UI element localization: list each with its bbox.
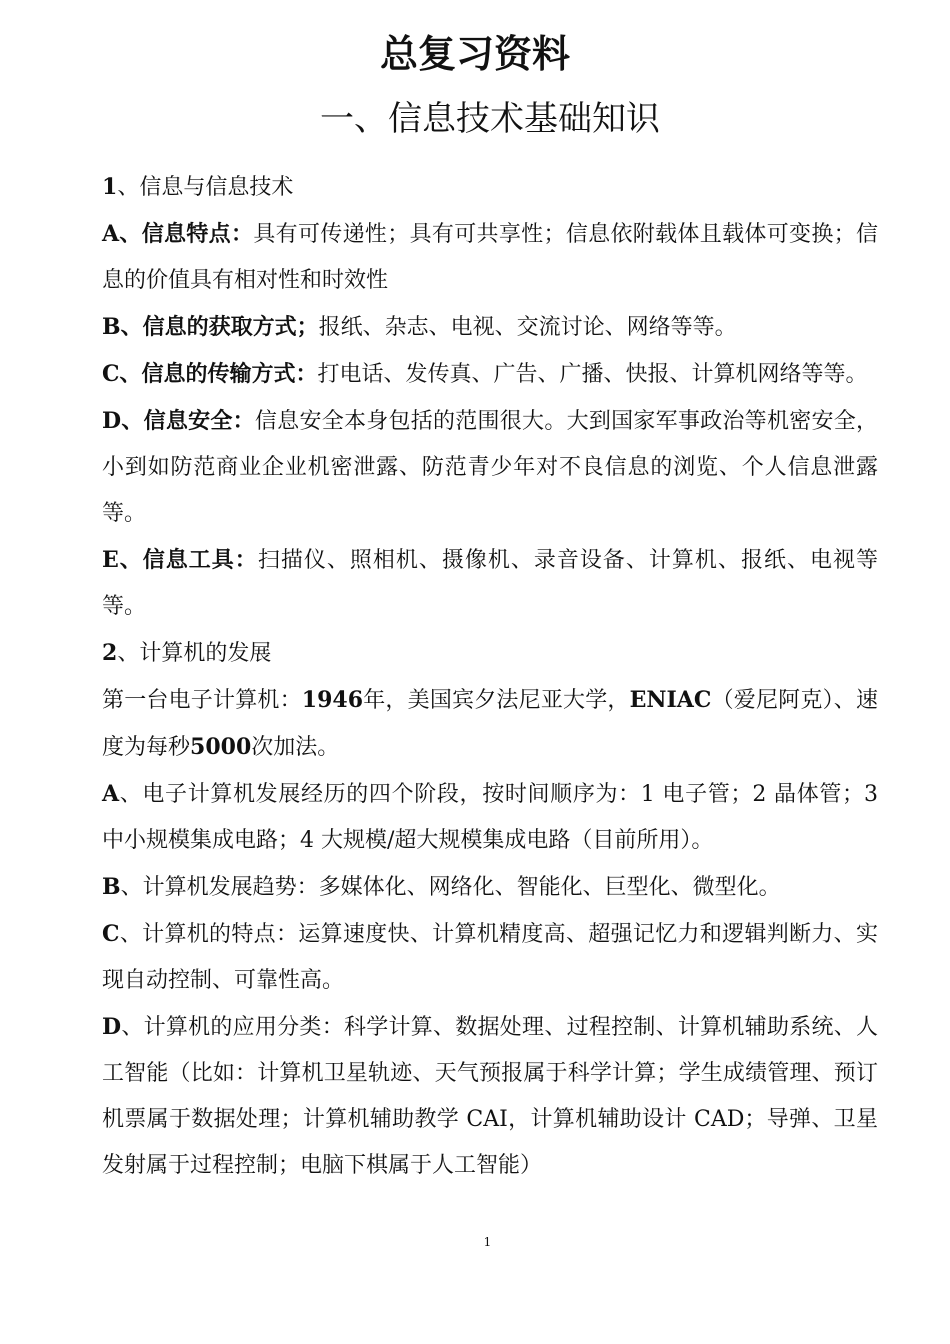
item-label: B、信息的获取方式； [102, 314, 319, 340]
section-heading-text: 、信息与信息技术 [117, 175, 294, 200]
section-number: 2 [102, 640, 118, 666]
text-run: 年，美国宾夕法尼亚大学， [363, 688, 630, 713]
item-text: 具有可传递性；具有可共享性；信息依附载体且载体可变换；信息的价值具有相对性和时效性 [102, 222, 878, 293]
item-letter: A [102, 781, 120, 807]
paragraph-info-security [102, 398, 878, 537]
paragraph-info-acquisition [102, 304, 878, 351]
item-label: A、信息特点： [102, 221, 254, 247]
page-number: 1 [483, 1235, 492, 1249]
speed-value: 5000 [190, 734, 252, 760]
text-run: 次加法。 [251, 735, 340, 760]
item-letter: B [102, 874, 121, 900]
paragraph-info-transmission [102, 351, 878, 398]
section-heading-text: 、计算机的发展 [117, 641, 272, 666]
item-letter: C [102, 921, 120, 947]
section-number: 1 [102, 174, 118, 200]
text-run: 第一台电子计算机： [102, 688, 302, 713]
paragraph-four-stages [102, 771, 878, 864]
item-text: 、计算机发展趋势：多媒体化、网络化、智能化、巨型化、微型化。 [120, 875, 781, 900]
paragraph-info-features [102, 211, 878, 304]
paragraph-trends [102, 864, 878, 911]
item-label: D、信息安全： [102, 408, 255, 434]
item-text: 扫描仪、照相机、摄像机、录音设备、计算机、报纸、电视等等。 [102, 548, 878, 619]
item-label: C、信息的传输方式： [102, 361, 318, 387]
item-text: 、电子计算机发展经历的四个阶段，按时间顺序为：1 电子管；2 晶体管；3 中小规模集成电路；4 大规模/超大规模集成电路（目前所用）。 [102, 782, 878, 853]
document-title: 总复习资料 [379, 32, 570, 76]
document-body [102, 164, 878, 1189]
paragraph-info-tools [102, 537, 878, 630]
item-text: 、计算机的应用分类：科学计算、数据处理、过程控制、计算机辅助系统、人工智能（比如：计算机卫星轨迹、天气预报属于科学计算；学生成绩管理、预订机票属于数据处理；计算机辅助教学 CAI，计算机辅助设计 CAD；导弹、卫星发射属于过程控制；电脑下棋属于人工智能） [102, 1015, 878, 1178]
item-text: 、计算机的特点：运算速度快、计算机精度高、超强记忆力和逻辑判断力、实现自动控制、可靠性高。 [102, 922, 878, 993]
section-heading-1 [102, 164, 878, 211]
paragraph-first-computer [102, 677, 878, 771]
paragraph-features [102, 911, 878, 1004]
text-run: （爱尼阿克）、速度为每秒 [102, 688, 878, 760]
item-text: 信息安全本身包括的范围很大。大到国家军事政治等机密安全，小到如防范商业企业机密泄露、防范青少年对不良信息的浏览、个人信息泄露等。 [102, 409, 878, 526]
computer-name: ENIAC [629, 687, 712, 713]
item-label: E、信息工具： [102, 547, 258, 573]
section-title: 一、信息技术基础知识 [320, 99, 660, 139]
item-letter: D [102, 1014, 122, 1040]
item-text: 报纸、杂志、电视、交流讨论、网络等等。 [318, 315, 737, 340]
paragraph-applications [102, 1004, 878, 1189]
year-value: 1946 [301, 687, 364, 713]
section-heading-2 [102, 630, 878, 677]
item-text: 打电话、发传真、广告、广播、快报、计算机网络等等。 [317, 362, 868, 387]
